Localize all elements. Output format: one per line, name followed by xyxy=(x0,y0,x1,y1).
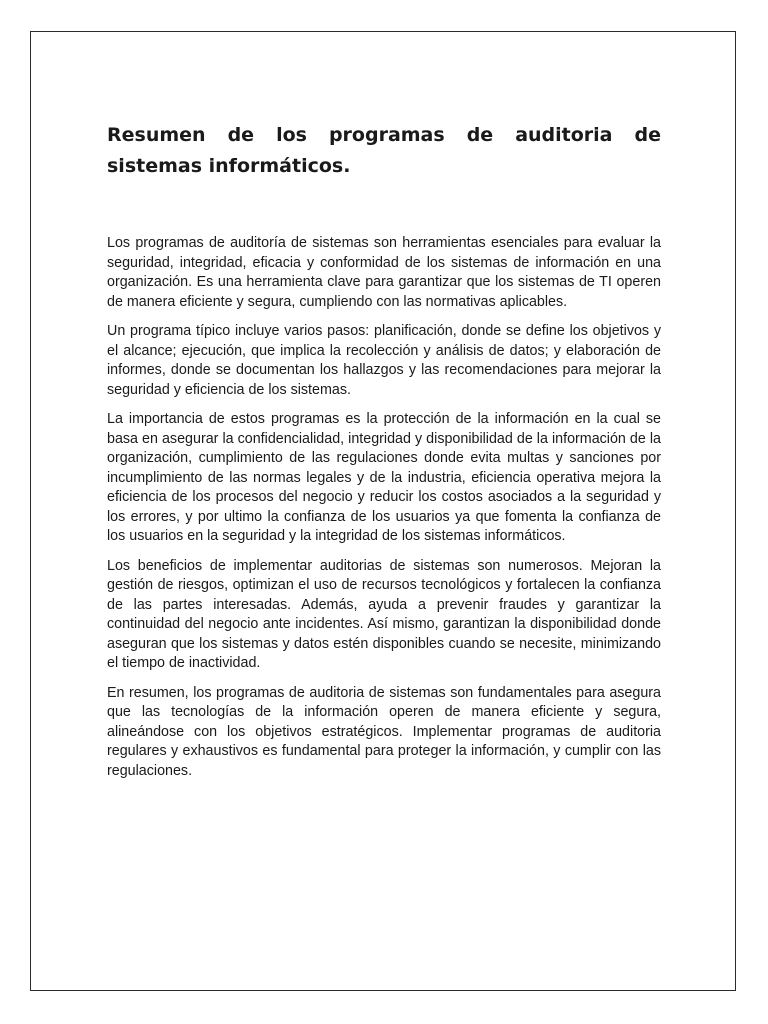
document-body xyxy=(107,234,661,781)
document-title: Resumen de los programas de auditoria de sistemas informáticos. xyxy=(107,124,661,177)
paragraph-benefits: Los beneficios de implementar auditorias de sistemas son numerosos. Mejoran la gestión de riesgos, optimizan el uso de recursos tecnológicos y fortalecen la confianza de las partes interesadas. Además, ayuda a prevenir fraudes y garantizar la continuidad del negocio ante incidentes. Así mismo, garantizan la disponibilidad donde aseguran que los sistemas y datos estén disponibles cuando se necesite, minimizando el tiempo de inactividad. xyxy=(107,557,661,671)
document-content xyxy=(107,120,661,791)
paragraph-intro: Los programas de auditoría de sistemas son herramientas esenciales para evaluar la seguridad, integridad, eficacia y conformidad de los sistemas de información en una organización. Es una herramienta clave para garantizar que los sistemas de TI operen de manera eficiente y segura, cumpliendo con las normativas aplicables. xyxy=(107,235,661,310)
paragraph-steps: Un programa típico incluye varios pasos: planificación, donde se define los objetivos y el alcance; ejecución, que implica la recolección y análisis de datos; y elaboración de informes, donde se documentan los hallazgos y las recomendaciones para mejorar la seguridad y eficiencia de los sistemas. xyxy=(107,323,661,398)
document-page xyxy=(30,31,736,991)
paragraph-importance: La importancia de estos programas es la protección de la información en la cual se basa en asegurar la confidencialidad, integridad y disponibilidad de la información de la organización, cumplimiento de las regulaciones donde evita multas y sanciones por incumplimiento de las normas legales y de la industria, eficiencia operativa mejora la eficiencia de los procesos del negocio y reducir los costos asociados a la seguridad y los errores, y por ultimo la confianza de los usuarios ya que fomenta la confianza de los usuarios en la seguridad y la integridad de los sistemas informáticos. xyxy=(107,411,661,544)
paragraph-conclusion: En resumen, los programas de auditoria de sistemas son fundamentales para asegura que las tecnologías de la información operen de manera eficiente y segura, alineándose con los objetivos estratégicos. Implementar programas de auditoria regulares y exhaustivos es fundamental para proteger la información, y cumplir con las regulaciones. xyxy=(107,684,661,779)
